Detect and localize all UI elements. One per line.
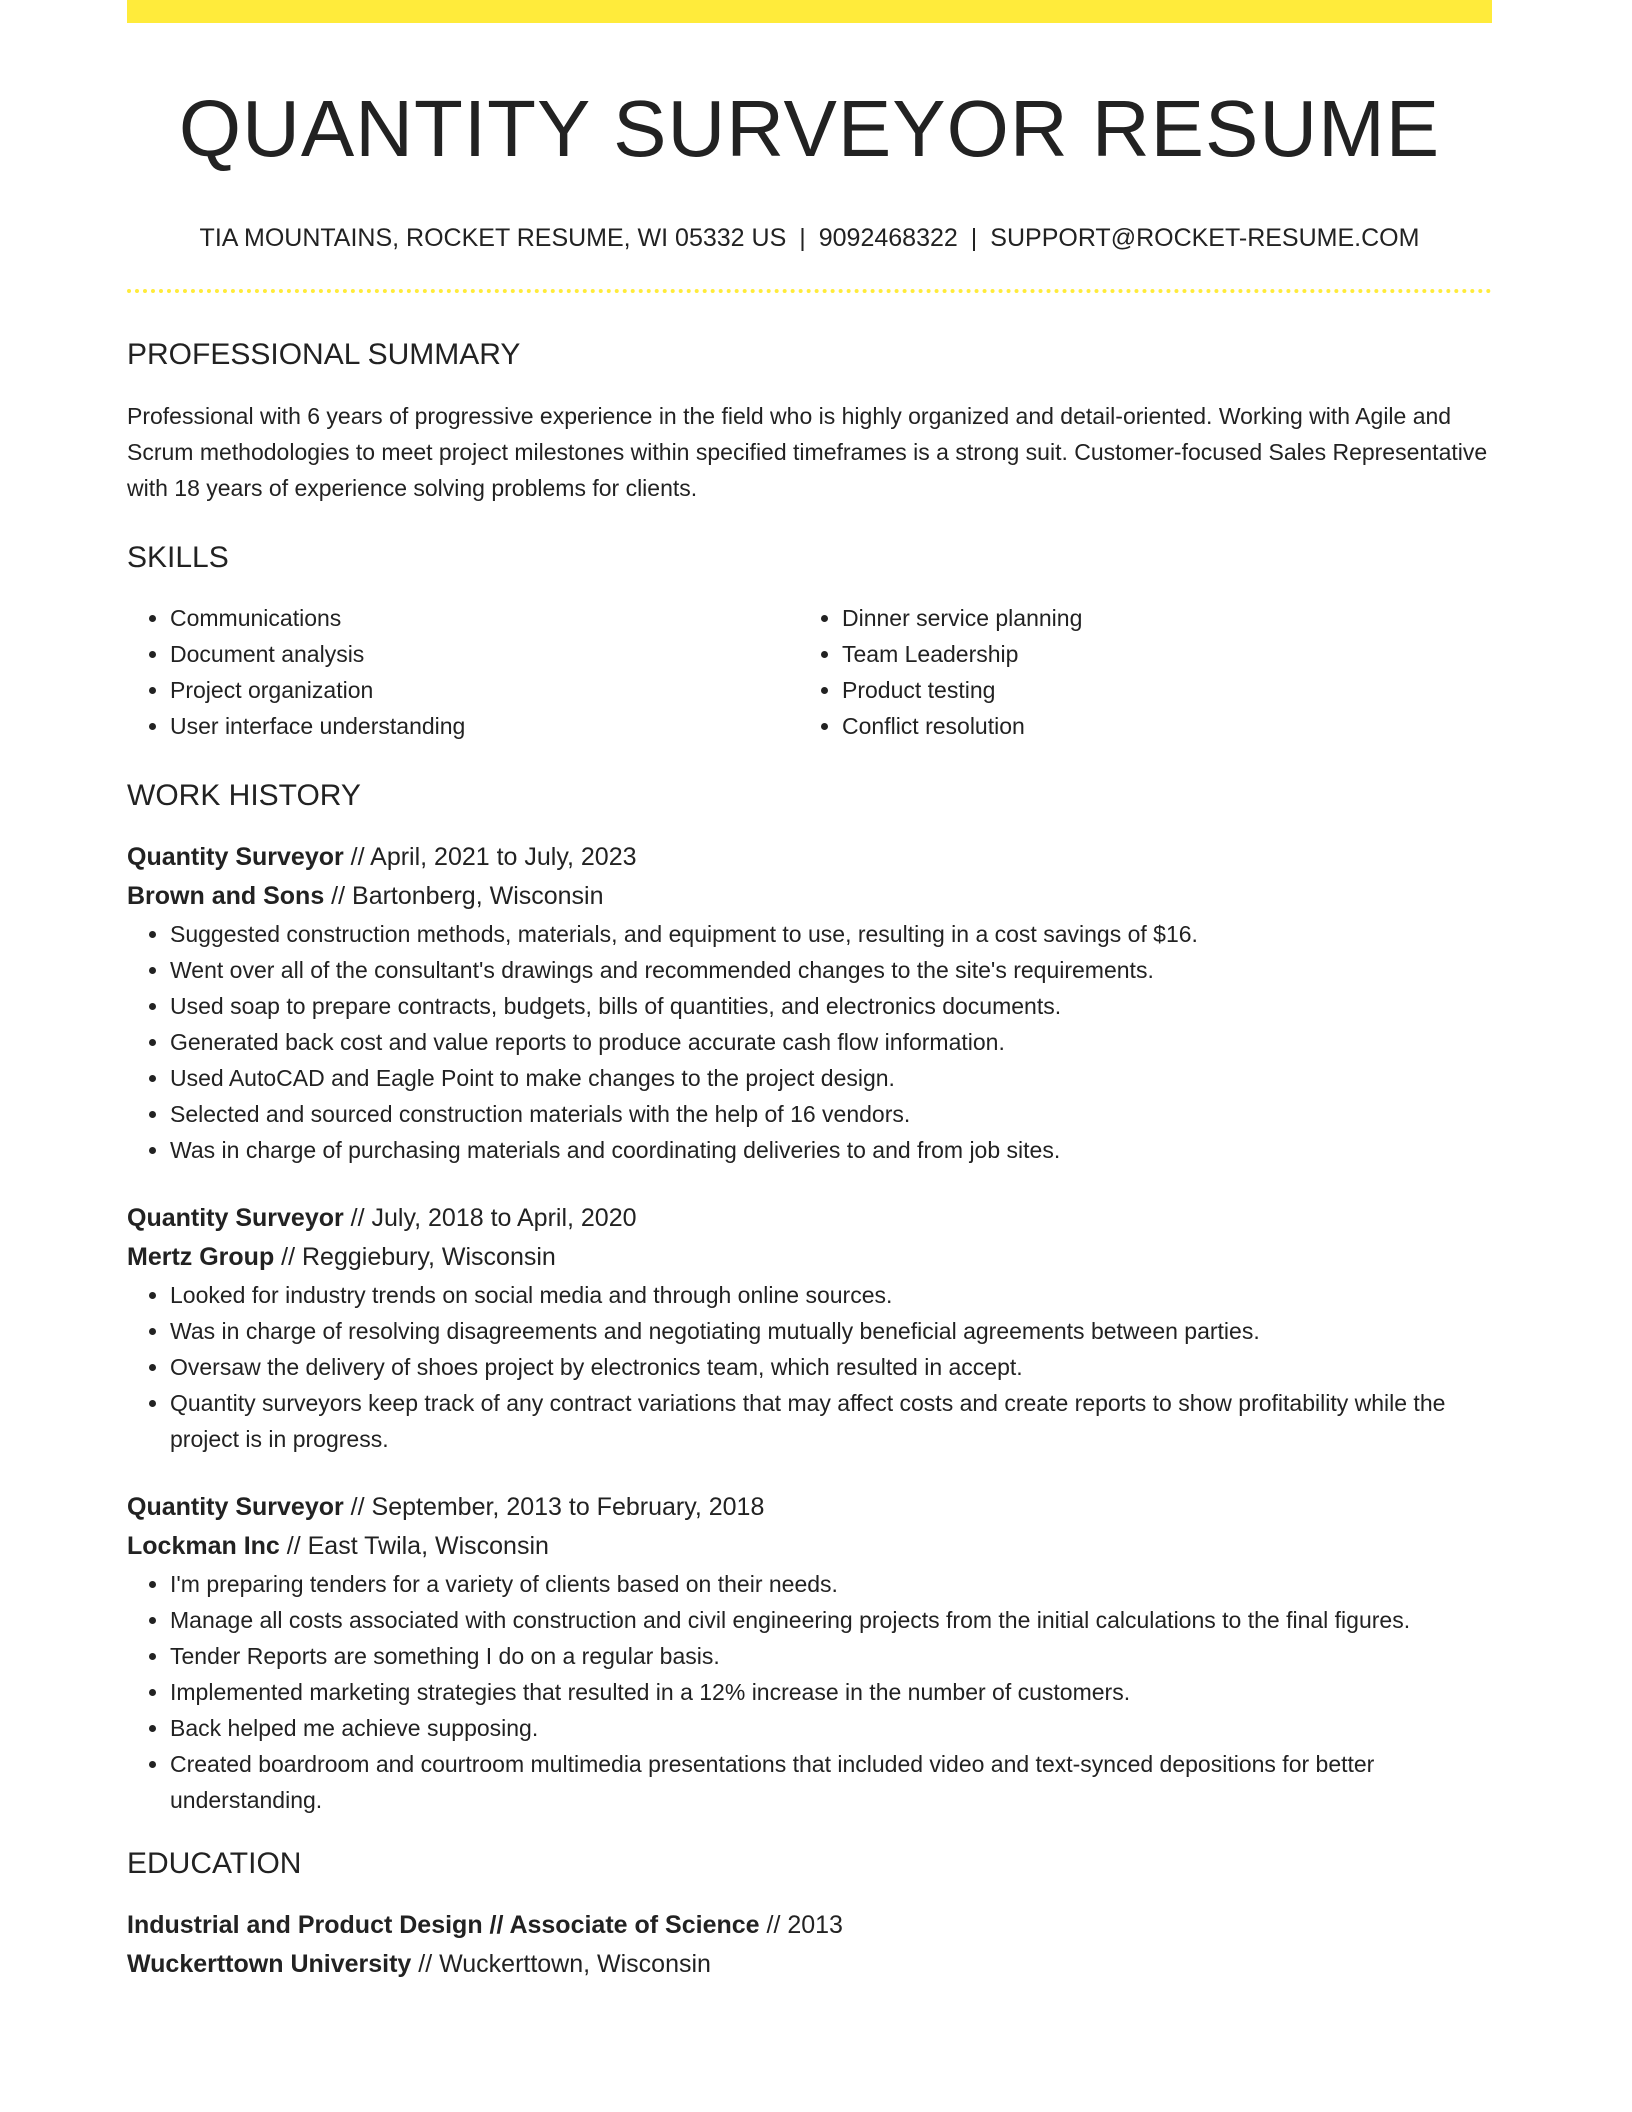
job-header	[127, 1488, 1492, 1566]
job-title-line	[127, 838, 1492, 877]
skill-item: • Product testing	[842, 672, 1471, 708]
job-duty: • Back helped me achieve supposing.	[170, 1710, 1492, 1746]
skill-item: • Team Leadership	[842, 636, 1471, 672]
contact-email: SUPPORT@ROCKET-RESUME.COM	[990, 224, 1420, 252]
job-duty: • Used soap to prepare contracts, budgets, bills of quantities, and electronics documents.	[170, 988, 1492, 1024]
job-title: Quantity Surveyor	[127, 1493, 344, 1521]
job-duty: • Suggested construction methods, materials, and equipment to use, resulting in a cost savings of $16.	[170, 916, 1492, 952]
resume-page	[127, 0, 1492, 1984]
job-duties	[127, 916, 1492, 1168]
job-dates: // September, 2013 to February, 2018	[343, 1493, 765, 1521]
education-entry	[127, 1906, 1492, 1984]
education-year: // 2013	[759, 1911, 843, 1939]
job-location: // East Twila, Wisconsin	[279, 1532, 549, 1560]
job-header	[127, 1199, 1492, 1277]
job-title-line	[127, 1488, 1492, 1527]
contact-phone: 9092468322	[818, 224, 958, 252]
job-duty: • Created boardroom and courtroom multimedia presentations that included video and text-synced depositions for better understanding.	[170, 1746, 1492, 1818]
dotted-divider	[127, 289, 1492, 293]
job-duty: • Was in charge of purchasing materials and coordinating deliveries to and from job sites.	[170, 1132, 1492, 1168]
contact-address: TIA MOUNTAINS, ROCKET RESUME, WI 05332 US	[199, 224, 787, 252]
job-header	[127, 838, 1492, 916]
summary-text: Professional with 6 years of progressive experience in the field who is highly organized and detail-oriented. Working with Agile and Scrum methodologies to meet project milestones within specified timeframes is a strong suit. Customer-focused Sales Representative with 18 years of experience solving problems for clients.	[127, 403, 1488, 501]
section-title-work-history: WORK HISTORY	[127, 779, 361, 812]
section-title-skills: SKILLS	[127, 541, 229, 574]
job-company: Lockman Inc	[127, 1532, 280, 1560]
job-location: // Reggiebury, Wisconsin	[274, 1243, 556, 1271]
skill-item: • Project organization	[170, 672, 799, 708]
skills-column-right	[799, 600, 1471, 744]
job-entry	[127, 838, 1492, 1168]
job-duty: • Selected and sourced construction materials with the help of 16 vendors.	[170, 1096, 1492, 1132]
job-duty: • Implemented marketing strategies that resulted in a 12% increase in the number of customers.	[170, 1674, 1492, 1710]
job-duty: • I'm preparing tenders for a variety of clients based on their needs.	[170, 1566, 1492, 1602]
job-company-line	[127, 877, 1492, 916]
skills-column-left	[127, 600, 799, 744]
job-duty: • Went over all of the consultant's drawings and recommended changes to the site's requirements.	[170, 952, 1492, 988]
skill-item: • User interface understanding	[170, 708, 799, 744]
job-duty: • Manage all costs associated with construction and civil engineering projects from the initial calculations to the final figures.	[170, 1602, 1492, 1638]
job-duty: • Oversaw the delivery of shoes project by electronics team, which resulted in accept.	[170, 1349, 1492, 1385]
education-school: Wuckerttown University	[127, 1950, 412, 1978]
job-title: Quantity Surveyor	[127, 843, 344, 871]
resume-title: QUANTITY SURVEYOR RESUME	[178, 84, 1441, 173]
section-title-education: EDUCATION	[127, 1847, 302, 1880]
job-duties	[127, 1277, 1492, 1457]
job-duties	[127, 1566, 1492, 1818]
job-duty: • Used AutoCAD and Eagle Point to make changes to the project design.	[170, 1060, 1492, 1096]
skill-item: • Dinner service planning	[842, 600, 1471, 636]
job-duty: • Was in charge of resolving disagreements and negotiating mutually beneficial agreements between parties.	[170, 1313, 1492, 1349]
job-location: // Bartonberg, Wisconsin	[324, 882, 604, 910]
skill-item: • Conflict resolution	[842, 708, 1471, 744]
contact-separator: |	[799, 224, 806, 252]
contact-separator: |	[970, 224, 978, 252]
section-title-summary: PROFESSIONAL SUMMARY	[127, 338, 521, 371]
job-title-line	[127, 1199, 1492, 1238]
job-entry	[127, 1488, 1492, 1818]
education-degree: Industrial and Product Design // Associate of Science	[127, 1911, 760, 1939]
job-duty: • Tender Reports are something I do on a regular basis.	[170, 1638, 1492, 1674]
accent-top-bar	[127, 0, 1492, 23]
education-location: // Wuckerttown, Wisconsin	[411, 1950, 711, 1978]
job-duty: • Looked for industry trends on social media and through online sources.	[170, 1277, 1492, 1313]
job-duty: • Generated back cost and value reports to produce accurate cash flow information.	[170, 1024, 1492, 1060]
job-company-line	[127, 1238, 1492, 1277]
job-duty: • Quantity surveyors keep track of any contract variations that may affect costs and create reports to show profitability while the project is in progress.	[170, 1385, 1492, 1457]
education-school-line	[127, 1945, 1492, 1984]
job-entry	[127, 1199, 1492, 1457]
skill-item: • Document analysis	[170, 636, 799, 672]
education-degree-line	[127, 1906, 1492, 1945]
contact-line	[127, 223, 1492, 253]
job-company: Brown and Sons	[127, 882, 325, 910]
job-dates: // July, 2018 to April, 2020	[343, 1204, 637, 1232]
job-dates: // April, 2021 to July, 2023	[343, 843, 637, 871]
skills-list	[127, 600, 1492, 744]
job-company-line	[127, 1527, 1492, 1566]
skill-item: • Communications	[170, 600, 799, 636]
job-company: Mertz Group	[127, 1243, 275, 1271]
job-title: Quantity Surveyor	[127, 1204, 344, 1232]
